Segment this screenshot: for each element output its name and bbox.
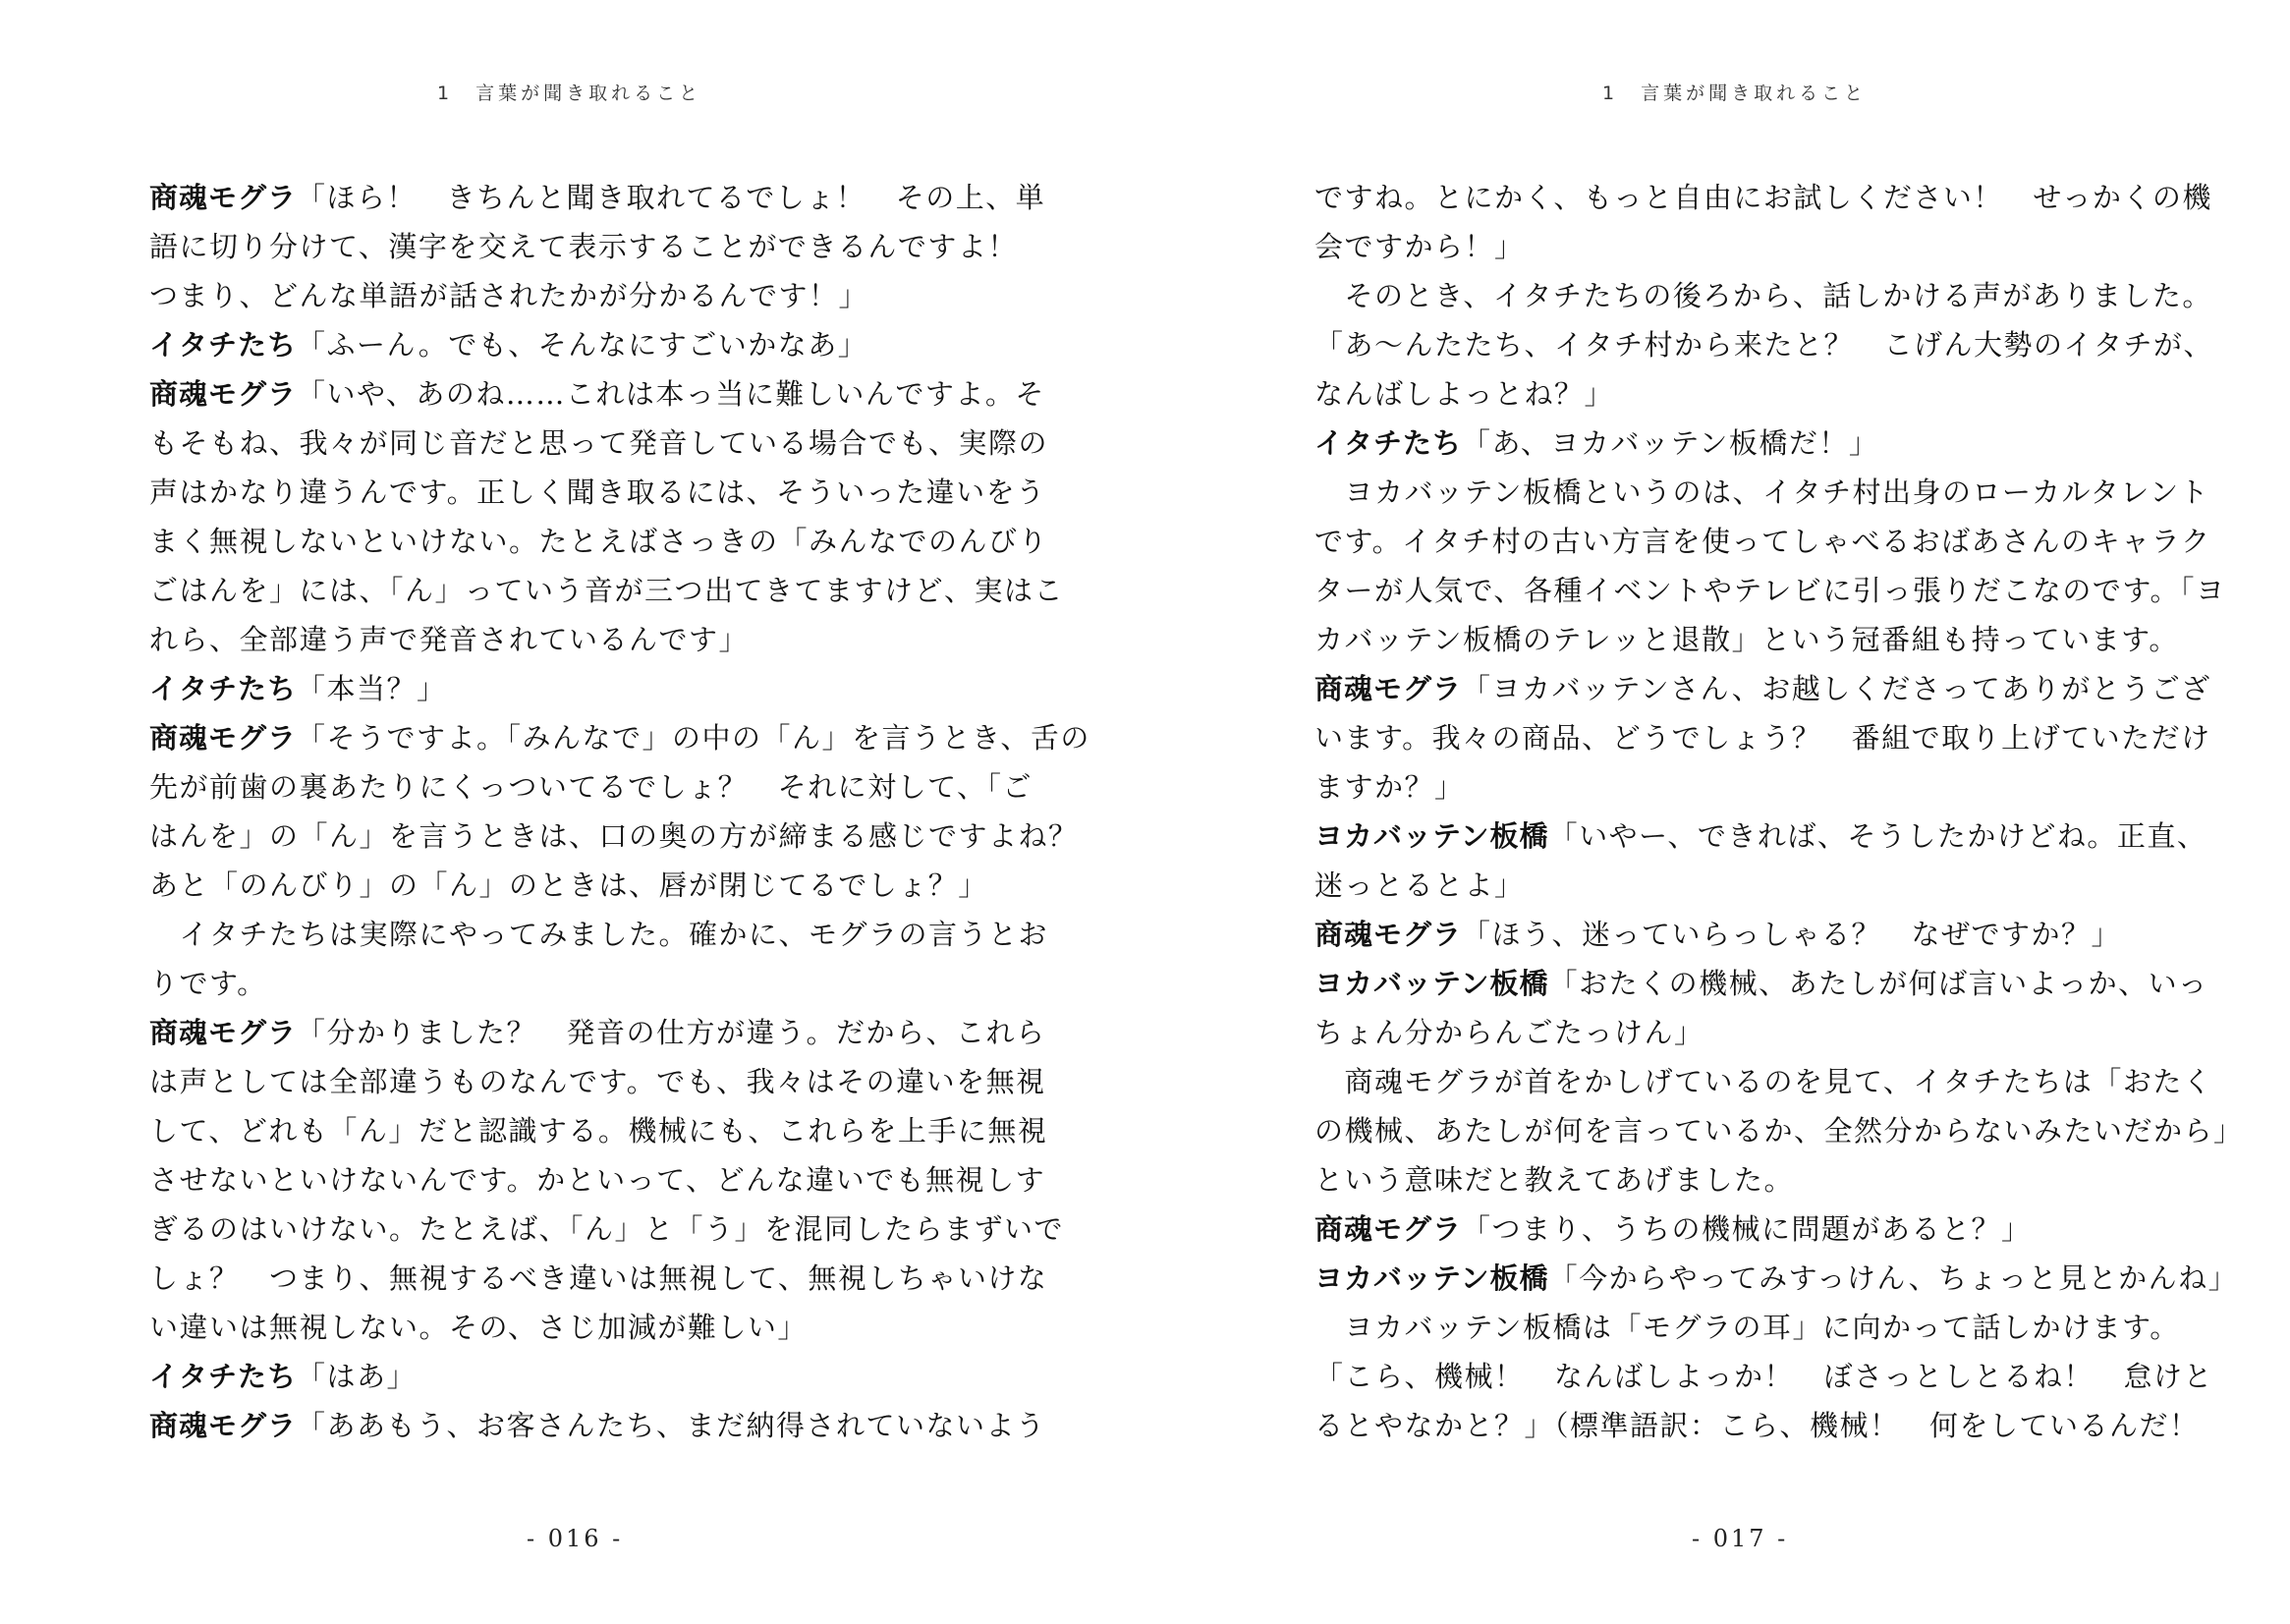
text-line — [1314, 1057, 2213, 1106]
text-line — [149, 959, 1004, 1008]
right-page — [1145, 0, 2290, 1624]
running-head: 1 言葉が聞き取れること — [1602, 83, 1868, 104]
line-text: 「あ、ヨカバッテン板橋だ！」 — [1462, 426, 1879, 460]
speaker-name: ヨカバッテン板橋 — [1314, 819, 1549, 853]
line-text: れら、全部違う声で発音されているんです」 — [149, 623, 750, 656]
line-text: 声はかなり違うんです。正しく聞き取るには、そういった違いをう — [149, 476, 1046, 509]
line-text: 「こら、機械！ なんばしよっか！ ぼさっとしとるね！ 怠けと — [1314, 1360, 2214, 1393]
speaker-name: 商魂モグラ — [1314, 672, 1463, 705]
text-line — [149, 1106, 1048, 1155]
text-line — [149, 664, 1004, 713]
text-line — [149, 419, 1049, 468]
line-text: い違いは無視しない。その、さじ加減が難しい」 — [149, 1311, 808, 1344]
line-text: という意味だと教えてあげました。 — [1314, 1163, 1795, 1197]
text-line — [149, 517, 1049, 566]
speaker-name: イタチたち — [149, 1360, 298, 1393]
text-line — [149, 812, 1079, 861]
line-text: 迷っとるとよ」 — [1314, 868, 1525, 902]
text-line — [1314, 320, 2214, 369]
text-line — [1314, 222, 2169, 271]
line-text: 「ああもう、お客さんたち、まだ納得されていないよう — [297, 1409, 1046, 1442]
text-line — [149, 1155, 1046, 1204]
line-text: 商魂モグラが首をかしげているのを見て、イタチたちは「おたく — [1314, 1065, 2213, 1098]
text-line — [1314, 713, 2211, 762]
text-line — [149, 222, 1018, 271]
text-line — [1314, 517, 2211, 566]
speaker-name: 商魂モグラ — [149, 1409, 298, 1442]
line-text: はんを」の「ん」を言うときは、口の奥の方が締まる感じですよね？ — [149, 819, 1079, 853]
text-line — [1314, 1155, 2169, 1204]
speaker-name: 商魂モグラ — [149, 181, 298, 214]
speaker-name: 商魂モグラ — [149, 1016, 298, 1049]
text-line — [1314, 369, 2169, 419]
speaker-name: イタチたち — [149, 672, 298, 705]
speaker-name: 商魂モグラ — [149, 377, 298, 411]
line-text: 「つまり、うちの機械に問題があると？」 — [1462, 1212, 2032, 1246]
line-text: ごはんを」には、「ん」っていう音が三つ出てきてますけど、実はこ — [149, 574, 1065, 607]
text-line — [149, 566, 1065, 615]
line-text: 「ほう、迷っていらっしゃる？ なぜですか？」 — [1462, 918, 2122, 951]
line-text: もそもね、我々が同じ音だと思って発音している場合でも、実際の — [149, 426, 1049, 460]
text-line — [1314, 468, 2210, 517]
line-text: つまり、どんな単語が話されたかが分かるんです！」 — [149, 279, 869, 312]
page-number: - 016 - — [527, 1525, 624, 1552]
text-line — [1314, 762, 2169, 812]
line-text: 「ほら！ きちんと聞き取れてるでしょ！ その上、単 — [297, 181, 1046, 214]
line-text: あと「のんびり」の「ん」のときは、唇が閉じてるでしょ？」 — [149, 868, 988, 902]
speaker-name: イタチたち — [149, 328, 298, 362]
line-text: 「本当？」 — [297, 672, 447, 705]
text-line — [1314, 861, 2169, 910]
text-line — [1314, 1303, 2180, 1352]
text-line — [1314, 1008, 2169, 1057]
line-text: 「ヨカバッテンさん、お越しくださってありがとうござ — [1462, 672, 2211, 705]
text-line — [149, 1008, 1046, 1057]
text-line — [1314, 664, 2211, 713]
text-line — [1314, 1254, 2239, 1303]
text-line — [1314, 173, 2212, 222]
text-line — [1314, 1401, 2200, 1450]
line-text: 会ですから！」 — [1314, 230, 1525, 263]
speaker-name: イタチたち — [1314, 426, 1463, 460]
line-text: 語に切り分けて、漢字を交えて表示することができるんですよ！ — [149, 230, 1018, 263]
speaker-name: 商魂モグラ — [149, 721, 298, 755]
text-line — [1314, 566, 2226, 615]
line-text: です。イタチ村の古い方言を使ってしゃべるおばあさんのキャラク — [1314, 525, 2211, 558]
text-line — [1314, 271, 2212, 320]
text-line — [149, 861, 1004, 910]
text-line — [149, 320, 1004, 369]
line-text: 「いや、あのね……これは本っ当に難しいんですよ。そ — [297, 377, 1045, 411]
line-text: 「はあ」 — [297, 1360, 418, 1393]
line-text: ちょん分からんごたっけん」 — [1314, 1016, 1704, 1049]
speaker-name: 商魂モグラ — [1314, 1212, 1463, 1246]
text-line — [1314, 615, 2179, 664]
speaker-name: ヨカバッテン板橋 — [1314, 967, 1549, 1000]
line-text: るとやなかと？」（標準語訳：こら、機械！ 何をしているんだ！ — [1314, 1409, 2200, 1442]
text-line — [1314, 1106, 2244, 1155]
text-line — [149, 1352, 1004, 1401]
line-text: ヨカバッテン板橋は「モグラの耳」に向かって話しかけます。 — [1314, 1311, 2180, 1344]
text-line — [149, 615, 1004, 664]
text-line — [1314, 812, 2207, 861]
line-text: して、どれも「ん」だと認識する。機械にも、これらを上手に無視 — [149, 1114, 1048, 1148]
text-line — [149, 271, 1004, 320]
text-line — [1314, 1352, 2214, 1401]
line-text: 「おたくの機械、あたしが何ば言いよっか、いっ — [1548, 967, 2208, 1000]
line-text: ヨカバッテン板橋というのは、イタチ村出身のローカルタレント — [1314, 476, 2210, 509]
page-number: - 017 - — [1692, 1525, 1789, 1552]
line-text: 「あ〜んたたち、イタチ村から来たと？ こげん大勢のイタチが、 — [1314, 328, 2214, 362]
text-line — [149, 713, 1090, 762]
line-text: そのとき、イタチたちの後ろから、話しかける声がありました。 — [1314, 279, 2212, 312]
line-text: ぎるのはいけない。たとえば、「ん」と「う」を混同したらまずいで — [149, 1212, 1065, 1246]
text-line — [149, 1204, 1065, 1254]
text-line — [149, 1057, 1046, 1106]
line-text: ターが人気で、各種イベントやテレビに引っ張りだこなのです。「ヨ — [1314, 574, 2226, 607]
text-line — [1314, 419, 2169, 468]
speaker-name: 商魂モグラ — [1314, 918, 1463, 951]
text-line — [1314, 959, 2208, 1008]
line-text: 「ふーん。でも、そんなにすごいかなあ」 — [297, 328, 868, 362]
text-line — [149, 1303, 1004, 1352]
line-text: させないといけないんです。かといって、どんな違いでも無視しす — [149, 1163, 1046, 1197]
line-text: は声としては全部違うものなんです。でも、我々はその違いを無視 — [149, 1065, 1046, 1098]
line-text: 「いやー、できれば、そうしたかけどね。正直、 — [1548, 819, 2207, 853]
text-line — [149, 468, 1046, 517]
line-text: なんばしよっとね？」 — [1314, 377, 1615, 411]
line-text: 「分かりました？ 発音の仕方が違う。だから、これら — [297, 1016, 1046, 1049]
text-line — [149, 910, 1049, 959]
text-line — [149, 173, 1046, 222]
text-line — [1314, 910, 2169, 959]
line-text: まく無視しないといけない。たとえばさっきの「みんなでのんびり — [149, 525, 1049, 558]
line-text: イタチたちは実際にやってみました。確かに、モグラの言うとお — [149, 918, 1049, 951]
line-text: ですね。とにかく、もっと自由にお試しください！ せっかくの機 — [1314, 181, 2212, 214]
line-text: りです。 — [149, 967, 267, 1000]
line-text: ますか？」 — [1314, 770, 1465, 804]
line-text: 「今からやってみすっけん、ちょっと見とかんね」 — [1548, 1261, 2239, 1295]
line-text: カバッテン板橋のテレッと退散」という冠番組も持っています。 — [1314, 623, 2179, 656]
text-line — [1314, 1204, 2169, 1254]
body-text — [149, 173, 1090, 1450]
text-line — [149, 1401, 1046, 1450]
line-text: います。我々の商品、どうでしょう？ 番組で取り上げていただけ — [1314, 721, 2211, 755]
text-line — [149, 762, 1033, 812]
line-text: の機械、あたしが何を言っているか、全然分からないみたいだから」 — [1314, 1114, 2244, 1148]
line-text: 先が前歯の裏あたりにくっついてるでしょ？ それに対して、「ご — [149, 770, 1033, 804]
speaker-name: ヨカバッテン板橋 — [1314, 1261, 1549, 1295]
line-text: 「そうですよ。「みんなで」の中の「ん」を言うとき、舌の — [297, 721, 1090, 755]
line-text: しょ？ つまり、無視するべき違いは無視して、無視しちゃいけな — [149, 1261, 1048, 1295]
text-line — [149, 1254, 1048, 1303]
text-line — [149, 369, 1045, 419]
body-text — [1314, 173, 2244, 1450]
running-head: 1 言葉が聞き取れること — [437, 83, 702, 104]
